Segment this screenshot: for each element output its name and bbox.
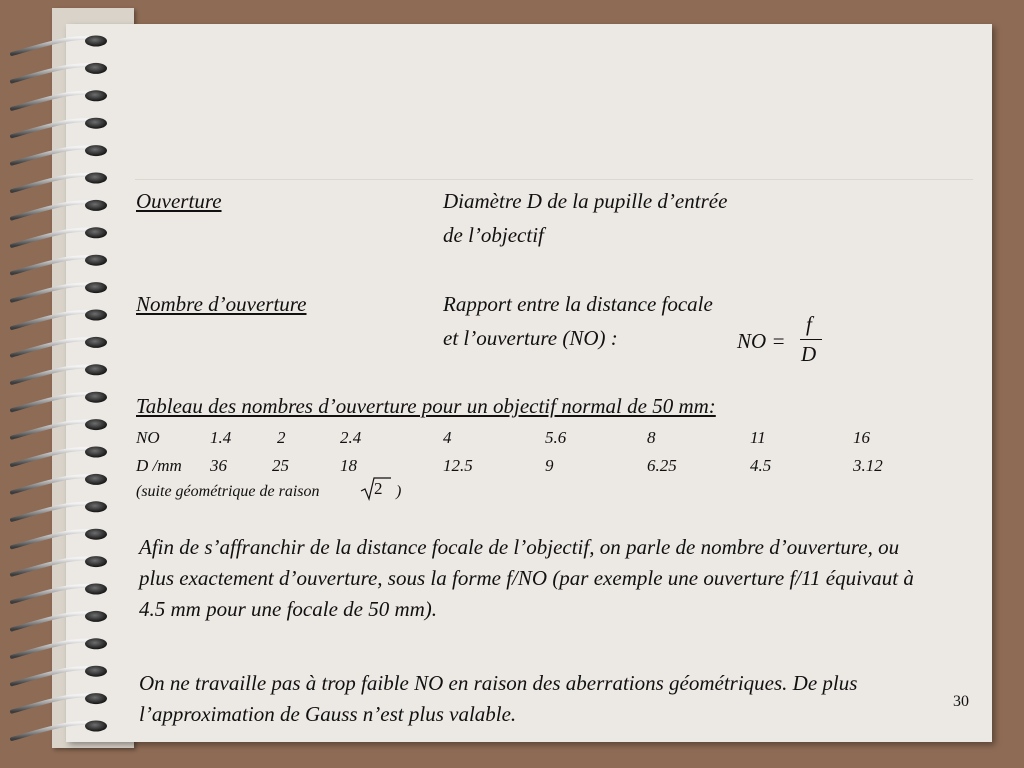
spiral-coil bbox=[12, 255, 107, 274]
table-cell: 3.12 bbox=[853, 456, 883, 475]
spiral-coil bbox=[12, 501, 107, 520]
desc-ouverture-line-2: de l’objectif bbox=[443, 223, 544, 247]
paragraph-aberrations: On ne travaille pas à trop faible NO en raison des aberrations géométriques. De plus l’approximation de Gauss n’est plus valable. bbox=[139, 671, 858, 726]
spiral-coil bbox=[12, 227, 107, 246]
spiral-coil bbox=[12, 173, 107, 192]
sqrt-value: 2 bbox=[374, 479, 383, 498]
table-cell: 18 bbox=[340, 456, 357, 475]
sqrt-two bbox=[360, 476, 392, 502]
spiral-coil bbox=[12, 63, 107, 82]
spiral-coil bbox=[12, 392, 107, 411]
spiral-coil bbox=[12, 447, 107, 466]
table-cell: 25 bbox=[272, 456, 289, 475]
table-cell: 9 bbox=[545, 456, 554, 475]
spiral-coil bbox=[12, 200, 107, 219]
spiral-coil bbox=[12, 529, 107, 548]
table-cell: 2 bbox=[277, 428, 286, 447]
formula-no-f-over-d bbox=[737, 312, 827, 372]
table-note: (suite géométrique de raison bbox=[136, 483, 320, 500]
spiral-coil bbox=[12, 419, 107, 438]
term-nombre-ouverture: Nombre d’ouverture bbox=[136, 292, 307, 316]
spiral-binding bbox=[0, 0, 120, 768]
table-cell: 4.5 bbox=[750, 456, 772, 475]
formula-numerator: f bbox=[806, 312, 812, 336]
table-cell: 6.25 bbox=[647, 456, 677, 475]
fraction-bar bbox=[800, 339, 822, 340]
row-label: NO bbox=[136, 428, 160, 447]
table-cell: 5.6 bbox=[545, 428, 567, 447]
desc-nombre-line-1: Rapport entre la distance focale bbox=[443, 292, 713, 316]
table-cell: 8 bbox=[647, 428, 656, 447]
table-cell: 12.5 bbox=[443, 456, 473, 475]
table-cell: 2.4 bbox=[340, 428, 362, 447]
spiral-coil bbox=[12, 145, 107, 164]
paragraph-fnumber: Afin de s’affranchir de la distance focale de l’objectif, on parle de nombre d’ouverture, ou plus exactement d’ouverture, sous la forme f/NO (par exemple une ouverture f/11 équivaut à 4.5 mm pour une focale de 50 mm). bbox=[139, 535, 914, 621]
table-cell: 11 bbox=[750, 428, 766, 447]
table-cell: 16 bbox=[853, 428, 870, 447]
spiral-coil bbox=[12, 474, 107, 493]
table-heading: Tableau des nombres d’ouverture pour un objectif normal de 50 mm: bbox=[136, 394, 716, 418]
spiral-coil bbox=[12, 310, 107, 329]
spiral-coil bbox=[12, 282, 107, 301]
desc-ouverture-line-1: Diamètre D de la pupille d’entrée bbox=[443, 189, 728, 213]
table-note-close: ) bbox=[396, 483, 402, 500]
spiral-coil bbox=[12, 638, 107, 657]
table-cell: 4 bbox=[443, 428, 452, 447]
spiral-coil bbox=[12, 36, 107, 55]
spiral-coil bbox=[12, 611, 107, 630]
formula-denominator: D bbox=[801, 342, 817, 366]
header-rule bbox=[135, 179, 973, 180]
spiral-coil bbox=[12, 90, 107, 109]
table-cell: 1.4 bbox=[210, 428, 232, 447]
spiral-coil bbox=[12, 118, 107, 137]
page-number: 30 bbox=[953, 693, 969, 710]
formula-lhs: NO = bbox=[737, 329, 786, 353]
spiral-coil bbox=[12, 721, 107, 740]
spiral-coil bbox=[12, 584, 107, 603]
notebook-page bbox=[66, 24, 992, 742]
desc-nombre-line-2: et l’ouverture (NO) : bbox=[443, 326, 618, 350]
spiral-coil bbox=[12, 364, 107, 383]
term-ouverture: Ouverture bbox=[136, 189, 222, 213]
spiral-coil bbox=[12, 556, 107, 575]
table-cell: 36 bbox=[210, 456, 227, 475]
row-label: D /mm bbox=[136, 456, 182, 475]
spiral-coil bbox=[12, 337, 107, 356]
spiral-coil bbox=[12, 693, 107, 712]
spiral-coil bbox=[12, 666, 107, 685]
